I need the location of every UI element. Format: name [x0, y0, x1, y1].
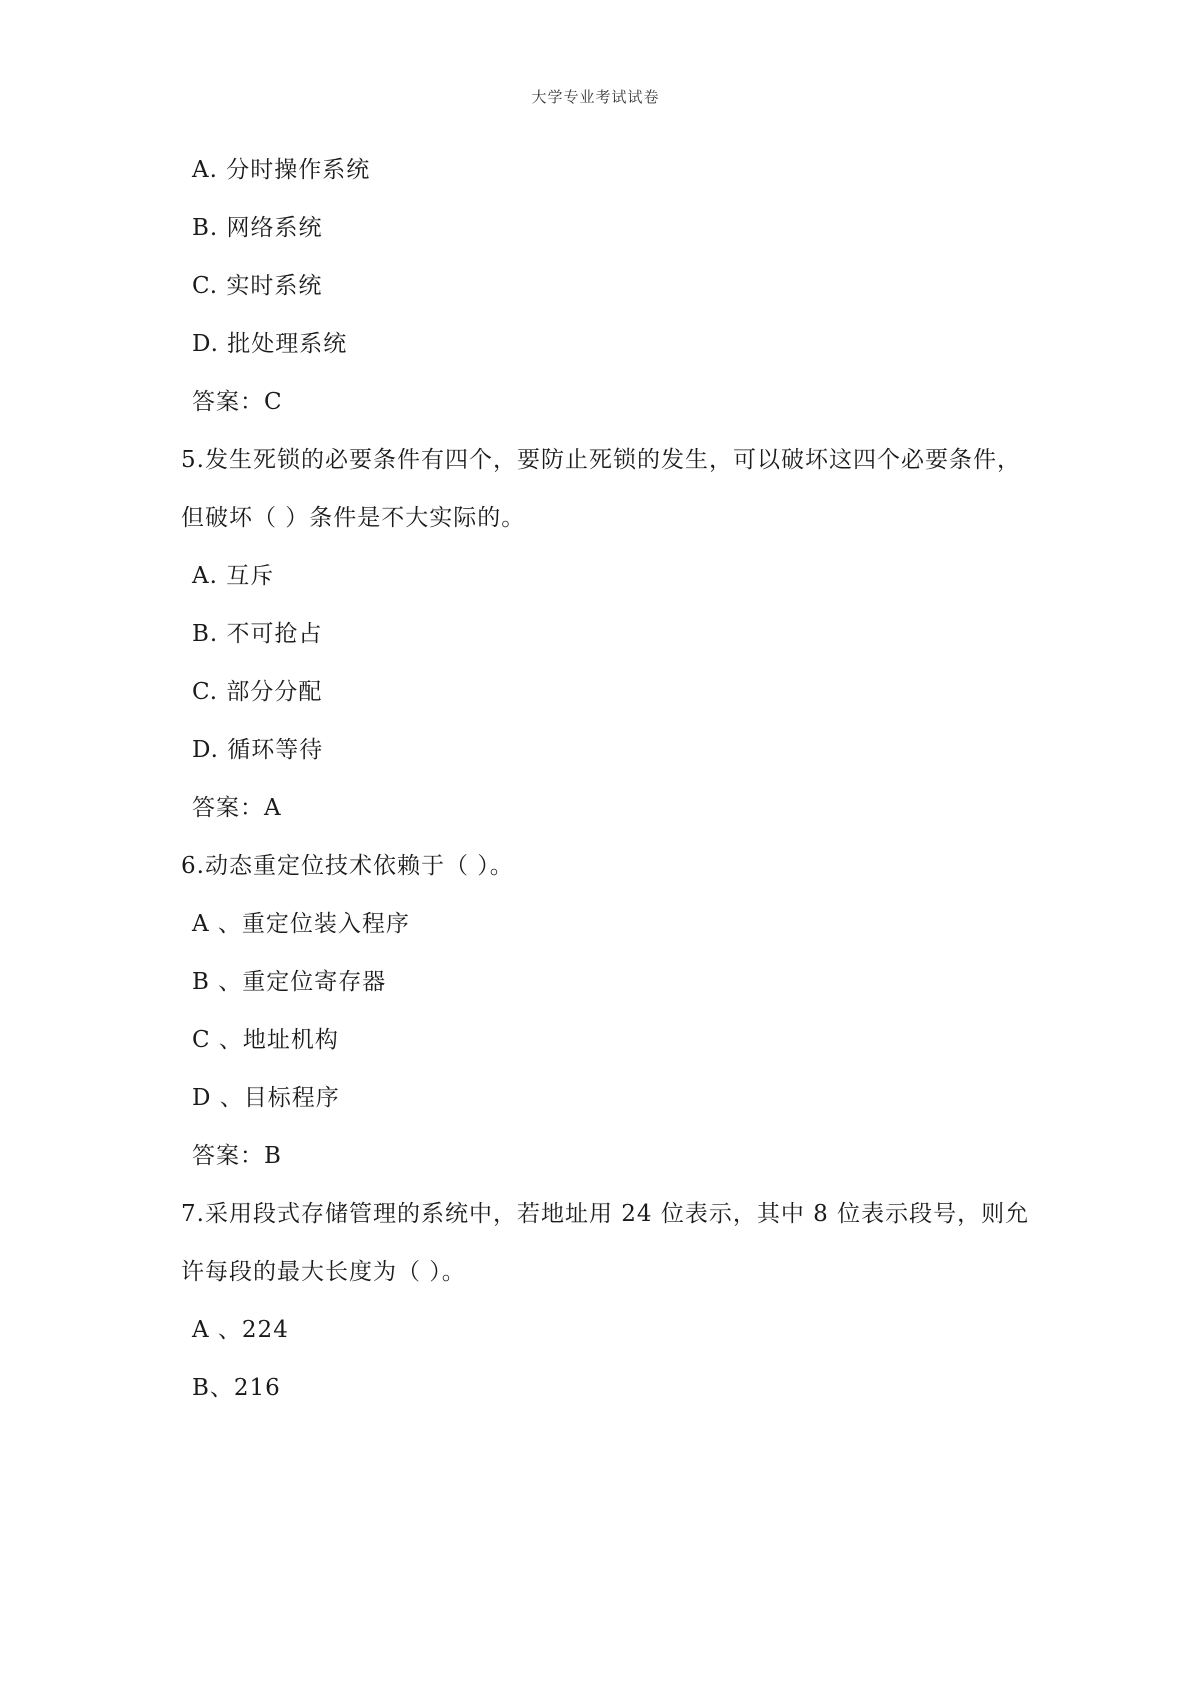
page-header: 大学专业考试试卷: [531, 88, 660, 106]
q5-stem-line2: 但破坏（ ）条件是不大实际的。: [181, 505, 526, 531]
q7-option-a: A 、224: [192, 1317, 289, 1343]
q4-option-b: B. 网络系统: [192, 215, 323, 241]
q4-option-d: D. 批处理系统: [192, 331, 348, 357]
q5-answer: 答案：A: [192, 795, 282, 821]
q5-option-d: D. 循环等待: [192, 737, 324, 763]
q5-option-a: A. 互斥: [192, 563, 275, 589]
q6-option-d: D 、目标程序: [192, 1085, 340, 1111]
q6-option-a: A 、重定位装入程序: [192, 911, 410, 937]
q7-stem-line2: 许每段的最大长度为（ ）。: [181, 1259, 466, 1285]
q4-answer: 答案：C: [192, 389, 283, 415]
q6-option-c: C 、地址机构: [192, 1027, 339, 1053]
q4-option-c: C. 实时系统: [192, 273, 323, 299]
q6-stem-line1: 6.动态重定位技术依赖于（ ）。: [181, 853, 514, 879]
q5-stem-line1: 5.发生死锁的必要条件有四个，要防止死锁的发生，可以破坏这四个必要条件，: [181, 447, 1021, 473]
q5-option-b: B. 不可抢占: [192, 621, 323, 647]
q5-option-c: C. 部分分配: [192, 679, 323, 705]
q4-option-a: A. 分时操作系统: [192, 157, 371, 183]
q7-stem-line1: 7.采用段式存储管理的系统中，若地址用 24 位表示，其中 8 位表示段号，则允: [181, 1201, 1030, 1227]
q6-option-b: B 、重定位寄存器: [192, 969, 387, 995]
q7-option-b: B、216: [192, 1375, 281, 1401]
q6-answer: 答案：B: [192, 1143, 282, 1169]
